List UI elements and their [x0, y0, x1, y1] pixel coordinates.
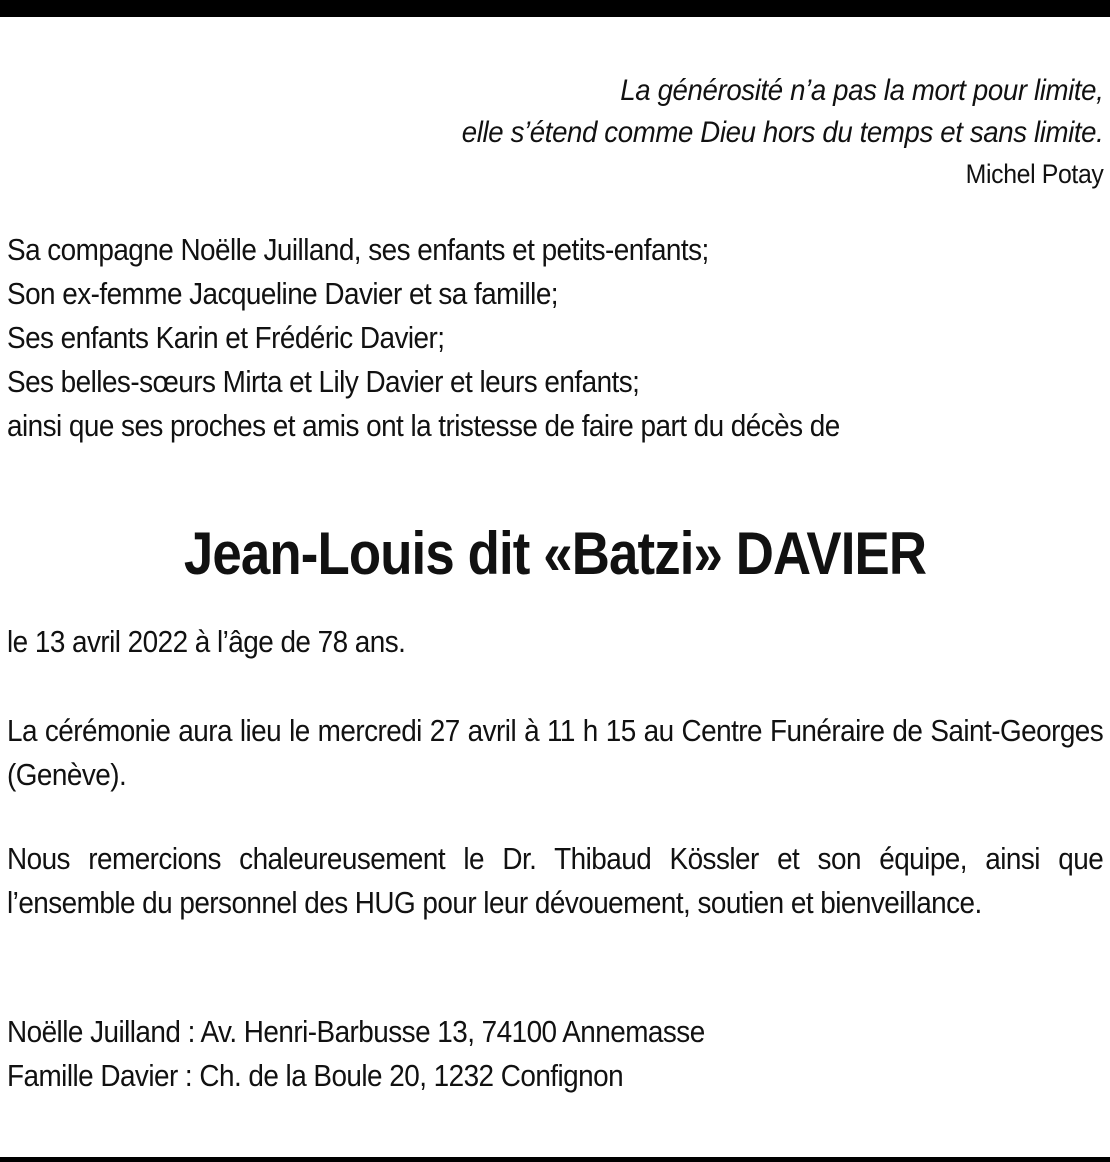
epigraph-line-2: elle s’étend comme Dieu hors du temps et sans limite. [461, 116, 1103, 149]
family-line: Sa compagne Noëlle Juilland, ses enfants et petits-enfants; [7, 232, 709, 267]
death-date-text: le 13 avril 2022 à l’âge de 78 ans. [7, 624, 406, 659]
deceased-name-heading: Jean-Louis dit «Batzi» DAVIER [183, 520, 927, 587]
epigraph-author: Michel Potay [965, 159, 1103, 189]
address-line: Noëlle Juilland : Av. Henri-Barbusse 13, 74100 Annemasse [7, 1014, 705, 1049]
family-line: ainsi que ses proches et amis ont la tristesse de faire part du décès de [7, 408, 840, 443]
bottom-border-rule [0, 1157, 1110, 1162]
epigraph-quote [461, 70, 1103, 194]
family-line: Ses enfants Karin et Frédéric Davier; [7, 320, 445, 355]
family-line: Ses belles-sœurs Mirta et Lily Davier et leurs enfants; [7, 364, 640, 399]
family-line: Son ex-femme Jacqueline Davier et sa famille; [7, 276, 559, 311]
thanks-paragraph: Nous remercions chaleureusement le Dr. Thibaud Kössler et son équipe, ainsi que l’ensemble du personnel des HUG pour leur dévouement, soutien et bienveillance. [7, 841, 1104, 920]
ceremony-paragraph: La cérémonie aura lieu le mercredi 27 avril à 11 h 15 au Centre Funéraire de Saint-Georges (Genève). [7, 713, 1104, 792]
family-announcement [7, 228, 1087, 448]
epigraph-line-1: La générosité n’a pas la mort pour limite, [619, 74, 1103, 107]
address-line: Famille Davier : Ch. de la Boule 20, 1232 Confignon [7, 1058, 624, 1093]
top-border-rule [0, 0, 1110, 17]
addresses-block [7, 1010, 1087, 1098]
